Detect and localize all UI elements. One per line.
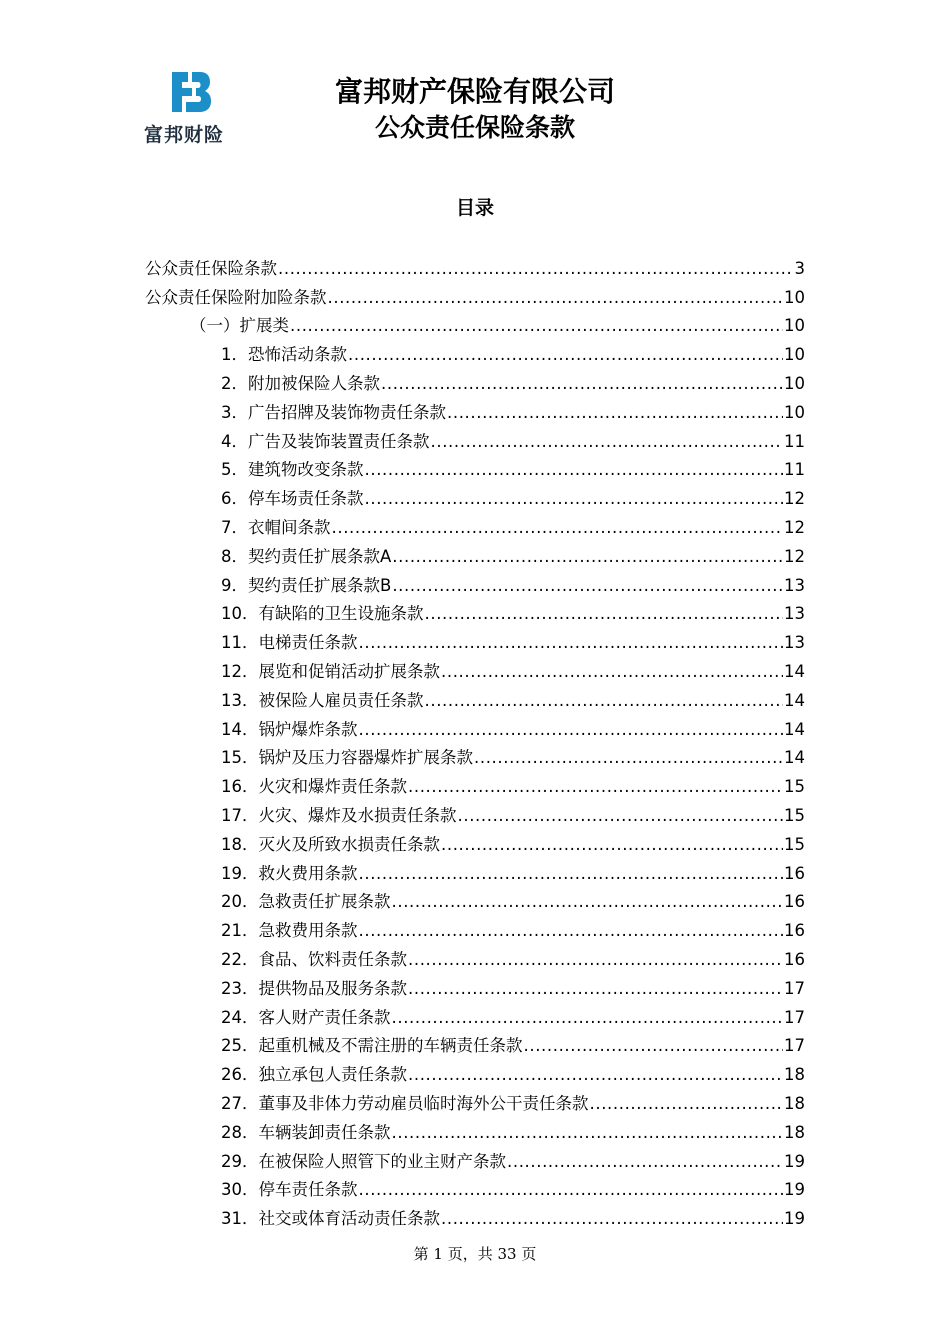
toc-entry-label: 电梯责任条款 [258, 633, 358, 653]
toc-entry-number: 14． [221, 719, 259, 739]
dot-leader [278, 259, 794, 279]
page-footer: 第 1 页，共 33 页 [413, 1245, 537, 1263]
toc-entry-number: 21． [221, 921, 259, 941]
toc-entry-number: 1． [221, 345, 248, 365]
toc-entry-page: 15 [784, 805, 805, 825]
toc-entry-label: 起重机械及不需注册的车辆责任条款 [258, 1036, 523, 1056]
toc-entry-page: 14 [784, 690, 805, 710]
dot-leader [441, 662, 783, 682]
dot-leader [425, 691, 784, 711]
dot-leader [392, 547, 783, 567]
dot-leader [507, 1152, 783, 1172]
toc-entry-number: 10． [221, 604, 259, 624]
toc-entry-label: 客人财产责任条款 [258, 1007, 391, 1027]
company-name: 富邦财产保险有限公司 [334, 75, 615, 108]
dot-leader [359, 864, 784, 884]
toc-entry-number: 25． [221, 1036, 259, 1056]
dot-leader [474, 748, 783, 768]
toc-entry-label: 提供物品及服务条款 [258, 978, 407, 998]
toc-heading: 目录 [455, 197, 494, 219]
toc-entry-label: 锅炉及压力容器爆炸扩展条款 [258, 748, 473, 768]
toc-entry-page: 10 [784, 345, 805, 365]
toc-entry-label: 停车责任条款 [258, 1180, 358, 1200]
toc-entry-label: 有缺陷的卫生设施条款 [258, 604, 424, 624]
toc-entry-page: 10 [784, 287, 805, 307]
toc-entry-page: 12 [784, 517, 805, 537]
toc-entry[interactable] [145, 1200, 805, 1229]
toc-entry-number: 20． [221, 892, 259, 912]
toc-entry-label: 被保险人雇员责任条款 [258, 690, 424, 710]
toc-entry-number: 4． [221, 431, 248, 451]
toc-entry[interactable] [145, 1056, 805, 1085]
toc-entry[interactable] [145, 1085, 805, 1114]
toc-entry-label: 在被保险人照管下的业主财产条款 [258, 1151, 506, 1171]
dot-leader [332, 518, 784, 538]
toc-entry-number: 2． [221, 373, 248, 393]
toc-entry-page: 16 [784, 949, 805, 969]
dot-leader [365, 489, 784, 509]
toc-entry[interactable] [145, 711, 805, 740]
toc-entry[interactable] [145, 1143, 805, 1172]
toc-entry-page: 12 [784, 489, 805, 509]
toc-entry-number: 6． [221, 489, 248, 509]
toc-entry[interactable] [145, 740, 805, 769]
dot-leader [408, 979, 783, 999]
dot-leader [392, 892, 784, 912]
toc-entry[interactable] [145, 452, 805, 481]
dot-leader [359, 633, 784, 653]
toc-entry-label: 董事及非体力劳动雇员临时海外公干责任条款 [258, 1093, 589, 1113]
toc-entry[interactable] [145, 480, 805, 509]
toc-entry[interactable] [145, 912, 805, 941]
toc-entry[interactable] [145, 567, 805, 596]
dot-leader [365, 460, 784, 480]
toc-entry-page: 11 [784, 431, 805, 451]
toc-entry-number: 27． [221, 1093, 259, 1113]
document-title: 公众责任保险条款 [374, 113, 575, 142]
dot-leader [441, 835, 783, 855]
dot-leader [425, 604, 784, 624]
toc-entry-label: 契约责任扩展条款B [248, 575, 392, 595]
toc-entry-page: 10 [784, 316, 805, 336]
toc-entry-label: 展览和促销活动扩展条款 [258, 661, 440, 681]
dot-leader [290, 316, 783, 336]
toc-entry-number: 26． [221, 1065, 259, 1085]
toc-entry-number: 24． [221, 1007, 259, 1027]
toc-entry[interactable] [145, 999, 805, 1028]
toc-entry-label: 附加被保险人条款 [248, 373, 380, 393]
toc-entry[interactable] [145, 596, 805, 625]
toc-entry-page: 16 [784, 921, 805, 941]
toc-entry-page: 19 [784, 1151, 805, 1171]
toc-entry-number: 31． [221, 1209, 259, 1229]
toc-entry-label: 食品、饮料责任条款 [258, 949, 407, 969]
toc-entry-page: 15 [784, 777, 805, 797]
toc-entry-label: 衣帽间条款 [248, 517, 331, 537]
dot-leader [447, 403, 783, 423]
logo-wordmark: 富邦财险 [144, 124, 225, 146]
toc-entry-page: 13 [784, 604, 805, 624]
dot-leader [392, 1008, 784, 1028]
toc-entry[interactable] [145, 1028, 805, 1057]
dot-leader [431, 432, 784, 452]
toc-entry-number: 3． [221, 402, 248, 422]
table-of-contents [145, 250, 805, 1229]
toc-entry[interactable] [145, 653, 805, 682]
toc-entry-page: 13 [784, 633, 805, 653]
toc-entry-page: 18 [784, 1122, 805, 1142]
toc-entry-number: 19． [221, 863, 259, 883]
toc-entry-number: 9． [221, 575, 248, 595]
toc-entry-label: 急救费用条款 [258, 921, 358, 941]
toc-entry-label: 停车场责任条款 [248, 489, 364, 509]
toc-entry-label: 火灾和爆炸责任条款 [258, 777, 407, 797]
toc-entry-page: 17 [784, 1036, 805, 1056]
toc-entry-label: 锅炉爆炸条款 [258, 719, 358, 739]
toc-entry-page: 19 [784, 1180, 805, 1200]
dot-leader [359, 921, 784, 941]
toc-entry-label: 独立承包人责任条款 [258, 1065, 407, 1085]
toc-entry-label: 广告招牌及装饰物责任条款 [248, 402, 446, 422]
toc-entry[interactable] [145, 884, 805, 913]
toc-entry-label: 恐怖活动条款 [248, 345, 347, 365]
dot-leader [441, 1209, 783, 1229]
toc-entry-page: 17 [784, 1007, 805, 1027]
dot-leader [359, 1180, 784, 1200]
toc-entry-page: 10 [784, 402, 805, 422]
toc-entry-number: 12． [221, 661, 259, 681]
toc-entry[interactable] [145, 941, 805, 970]
toc-entry-number: 5． [221, 460, 248, 480]
toc-entry[interactable] [145, 509, 805, 538]
toc-entry[interactable] [145, 250, 805, 279]
toc-entry-label: 火灾、爆炸及水损责任条款 [258, 805, 457, 825]
toc-entry[interactable] [145, 308, 805, 337]
dot-leader [359, 720, 784, 740]
toc-entry-number: 28． [221, 1122, 259, 1142]
toc-entry[interactable] [145, 423, 805, 452]
dot-leader [392, 576, 783, 596]
toc-entry-page: 14 [784, 661, 805, 681]
toc-entry-page: 14 [784, 719, 805, 739]
toc-entry-number: 23． [221, 978, 259, 998]
toc-entry-number: 22． [221, 949, 259, 969]
dot-leader [381, 374, 783, 394]
toc-entry-label: 公众责任保险附加险条款 [145, 287, 327, 307]
toc-entry-page: 3 [794, 258, 805, 278]
toc-entry-page: 14 [784, 748, 805, 768]
toc-entry-label: 急救责任扩展条款 [258, 892, 391, 912]
dot-leader [408, 1065, 783, 1085]
toc-entry-label: 广告及装饰装置责任条款 [248, 431, 430, 451]
toc-entry[interactable] [145, 365, 805, 394]
toc-entry[interactable] [145, 855, 805, 884]
dot-leader [348, 345, 783, 365]
toc-entry-number: 15． [221, 748, 259, 768]
toc-entry[interactable] [145, 797, 805, 826]
toc-entry[interactable] [145, 279, 805, 308]
toc-entry[interactable] [145, 1114, 805, 1143]
toc-entry-page: 16 [784, 892, 805, 912]
toc-entry-number: 18． [221, 834, 259, 854]
dot-leader [524, 1036, 784, 1056]
toc-entry-page: 17 [784, 978, 805, 998]
dot-leader [408, 777, 783, 797]
toc-entry-number: 8． [221, 546, 248, 566]
toc-entry-number: 7． [221, 517, 248, 537]
toc-entry-number: 13． [221, 690, 259, 710]
toc-entry-page: 11 [784, 460, 805, 480]
toc-entry-label: （一）扩展类 [190, 316, 289, 336]
dot-leader [590, 1094, 784, 1114]
toc-entry-number: 11． [221, 633, 259, 653]
toc-entry[interactable] [145, 682, 805, 711]
dot-leader [328, 288, 784, 308]
toc-entry-number: 17． [221, 805, 259, 825]
toc-entry-number: 29． [221, 1151, 259, 1171]
toc-entry[interactable] [145, 538, 805, 567]
toc-entry-page: 15 [784, 834, 805, 854]
toc-entry-page: 19 [784, 1209, 805, 1229]
toc-entry[interactable] [145, 970, 805, 999]
dot-leader [408, 950, 783, 970]
toc-entry-number: 30． [221, 1180, 259, 1200]
toc-entry-page: 10 [784, 373, 805, 393]
toc-entry-label: 社交或体育活动责任条款 [258, 1209, 440, 1229]
dot-leader [392, 1123, 784, 1143]
toc-entry-page: 16 [784, 863, 805, 883]
toc-entry-label: 灭火及所致水损责任条款 [258, 834, 440, 854]
toc-entry-label: 契约责任扩展条款A [248, 546, 392, 566]
toc-entry[interactable] [145, 624, 805, 653]
toc-entry-label: 公众责任保险条款 [145, 258, 277, 278]
toc-entry-number: 16． [221, 777, 259, 797]
toc-entry-page: 18 [784, 1093, 805, 1113]
toc-entry[interactable] [145, 1172, 805, 1201]
toc-entry-label: 救火费用条款 [258, 863, 358, 883]
toc-entry-label: 车辆装卸责任条款 [258, 1122, 391, 1142]
toc-entry-page: 13 [784, 575, 805, 595]
toc-entry-label: 建筑物改变条款 [248, 460, 364, 480]
toc-entry-page: 12 [784, 546, 805, 566]
toc-entry[interactable] [145, 826, 805, 855]
toc-entry-page: 18 [784, 1065, 805, 1085]
toc-entry[interactable] [145, 768, 805, 797]
toc-entry[interactable] [145, 394, 805, 423]
dot-leader [458, 806, 784, 826]
toc-entry[interactable] [145, 336, 805, 365]
